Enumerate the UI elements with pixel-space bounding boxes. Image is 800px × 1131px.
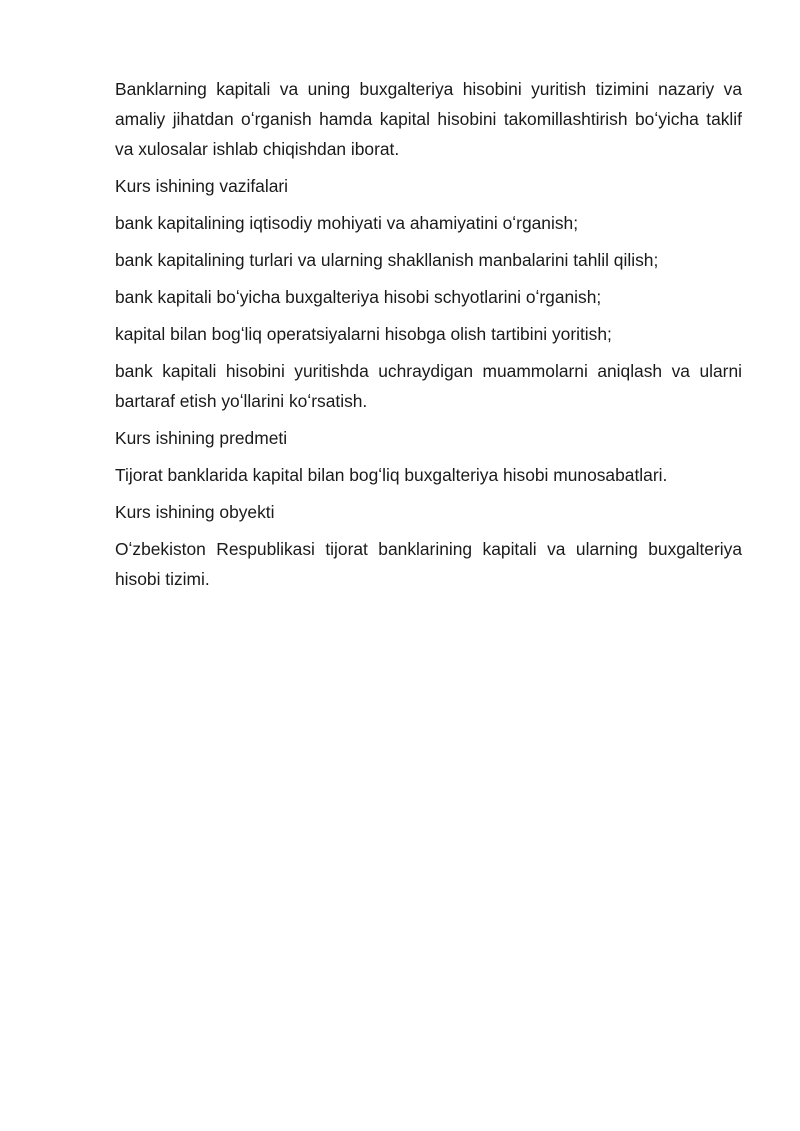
task-item-3: bank kapitali boʻyicha buxgalteriya hisobi schyotlarini oʻrganish; bbox=[115, 287, 602, 307]
heading-subject: Kurs ishining predmeti bbox=[115, 428, 288, 448]
task-item-2: bank kapitalining turlari va ularning shakllanish manbalarini tahlil qilish; bbox=[115, 250, 659, 270]
paragraph-object: Oʻzbekiston Respublikasi tijorat banklarining kapitali va ularning buxgalteriya hisobi tizimi. bbox=[115, 539, 742, 589]
paragraph-purpose: Banklarning kapitali va uning buxgalteriya hisobini yuritish tizimini nazariy va amaliy jihatdan oʻrganish hamda kapital hisobini takomillashtirish boʻyicha taklif va xulosalar ishlab chiqishdan iborat. bbox=[115, 79, 742, 159]
document-page bbox=[115, 74, 742, 601]
heading-tasks: Kurs ishining vazifalari bbox=[115, 176, 289, 196]
task-item-5: bank kapitali hisobini yuritishda uchraydigan muammolarni aniqlash va ularni bartaraf etish yoʻllarini koʻrsatish. bbox=[115, 361, 742, 411]
task-item-4: kapital bilan bogʻliq operatsiyalarni hisobga olish tartibini yoritish; bbox=[115, 324, 612, 344]
heading-object: Kurs ishining obyekti bbox=[115, 502, 275, 522]
task-item-1: bank kapitalining iqtisodiy mohiyati va ahamiyatini oʻrganish; bbox=[115, 213, 579, 233]
paragraph-subject: Tijorat banklarida kapital bilan bogʻliq buxgalteriya hisobi munosabatlari. bbox=[115, 465, 668, 485]
